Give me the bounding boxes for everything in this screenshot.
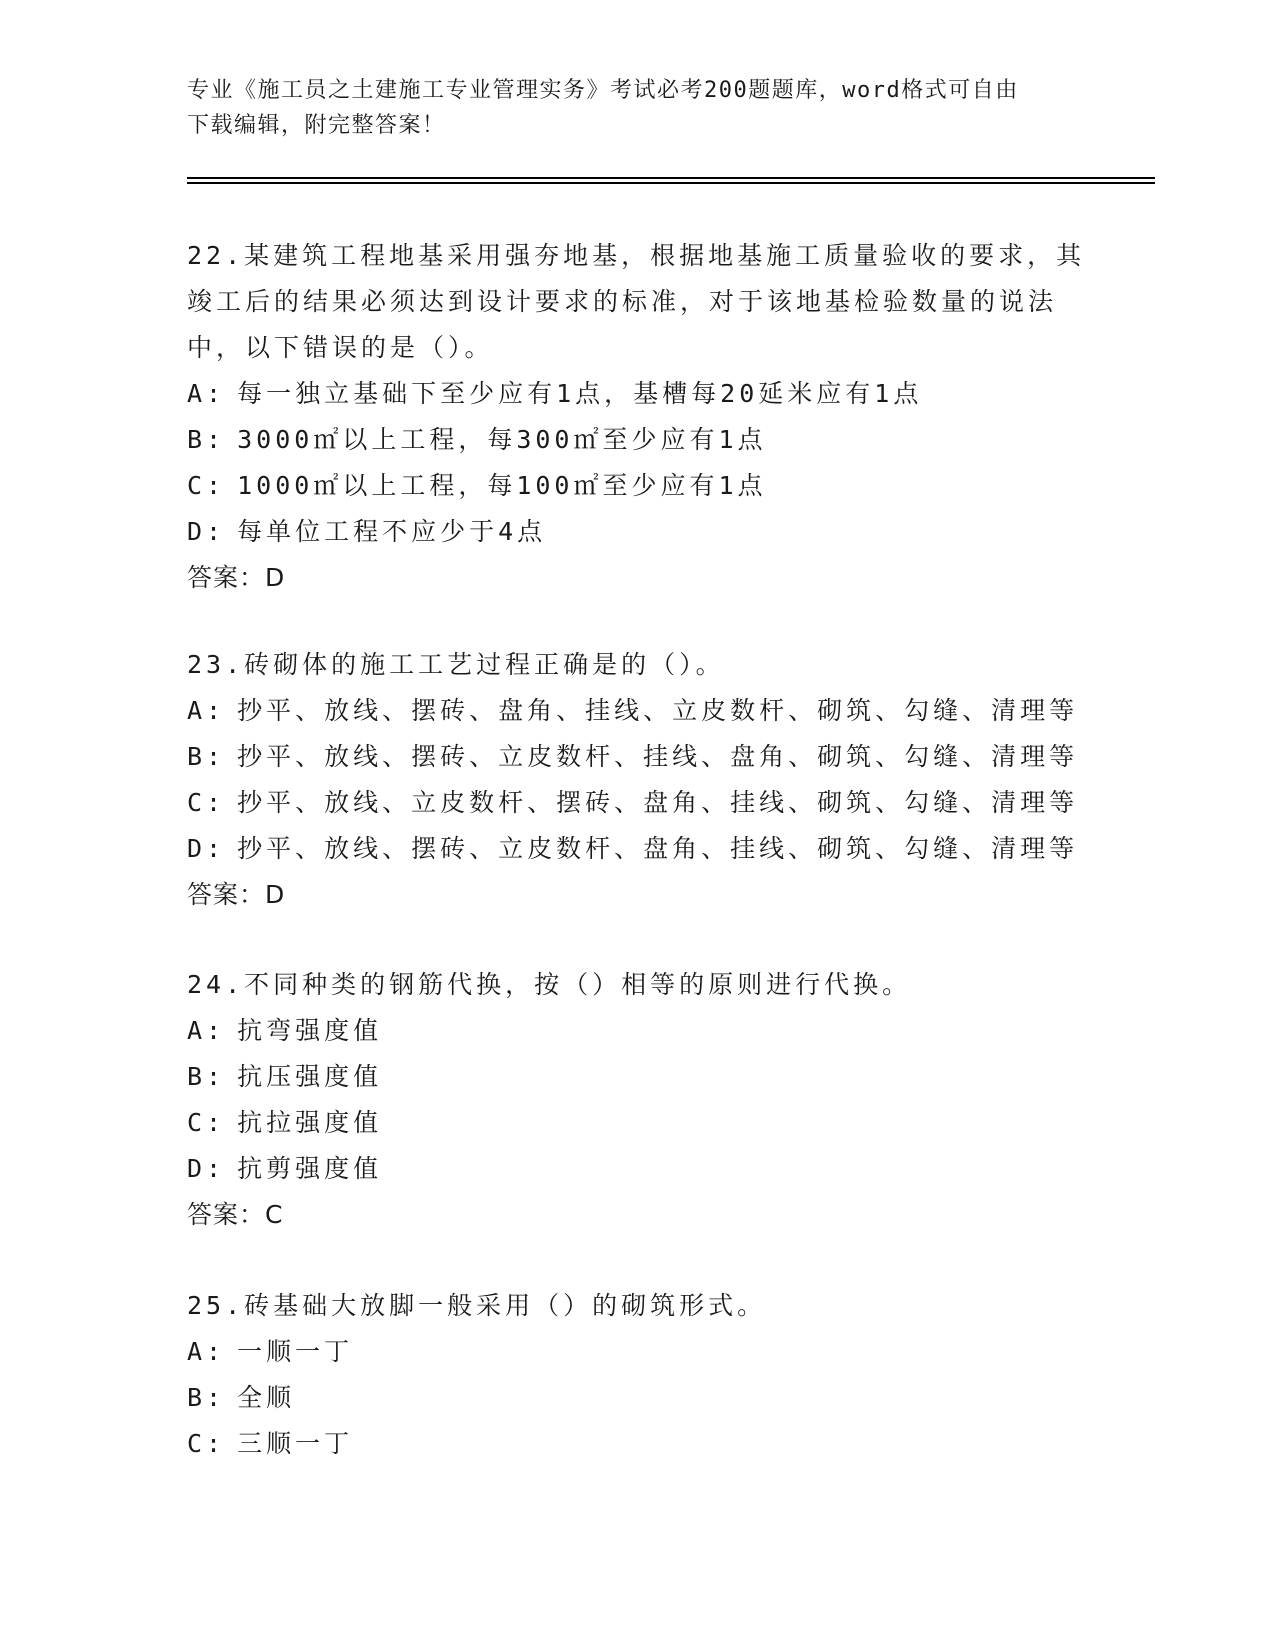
option-letter: A: xyxy=(187,1016,226,1045)
question-text-line: 竣工后的结果必须达到设计要求的标准，对于该地基检验数量的说法 xyxy=(187,287,1058,316)
question-text-line: 24.不同种类的钢筋代换，按（）相等的原则进行代换。 xyxy=(187,970,912,999)
option-b xyxy=(187,1054,1087,1100)
option-letter: B: xyxy=(187,1383,226,1412)
option-b xyxy=(187,417,1087,463)
option-text: 抗压强度值 xyxy=(237,1062,383,1091)
option-c xyxy=(187,1100,1087,1146)
question-text-line: 23.砖砌体的施工工艺过程正确是的（）。 xyxy=(187,650,725,679)
question-23 xyxy=(187,642,1087,918)
option-text: 抗弯强度值 xyxy=(237,1016,383,1045)
option-text: 每单位工程不应少于4点 xyxy=(237,517,547,546)
option-letter: A: xyxy=(187,1337,226,1366)
option-letter: D: xyxy=(187,834,226,863)
question-text-line: 中，以下错误的是（）。 xyxy=(187,333,494,362)
option-d xyxy=(187,509,1087,555)
option-a xyxy=(187,371,1087,417)
header-divider-top xyxy=(187,177,1155,179)
option-letter: B: xyxy=(187,1062,226,1091)
header-line-1: 专业《施工员之土建施工专业管理实务》考试必考200题题库，word格式可自由 xyxy=(187,78,1019,103)
option-text: 3000㎡以上工程，每300㎡至少应有1点 xyxy=(237,425,767,454)
question-25 xyxy=(187,1283,1087,1467)
option-text: 三顺一丁 xyxy=(237,1429,354,1458)
option-letter: D: xyxy=(187,517,226,546)
option-text: 抗拉强度值 xyxy=(237,1108,383,1137)
option-a xyxy=(187,1008,1087,1054)
option-letter: C: xyxy=(187,1108,226,1137)
header-line-2: 下载编辑，附完整答案！ xyxy=(187,113,446,138)
option-letter: C: xyxy=(187,471,226,500)
option-text: 全顺 xyxy=(237,1383,296,1412)
option-c xyxy=(187,780,1087,826)
option-letter: B: xyxy=(187,742,226,771)
option-text: 抗剪强度值 xyxy=(237,1154,383,1183)
option-text: 抄平、放线、立皮数杆、摆砖、盘角、挂线、砌筑、勾缝、清理等 xyxy=(237,788,1079,817)
answer-line: 答案：D xyxy=(187,880,286,909)
option-letter: B: xyxy=(187,425,226,454)
question-22 xyxy=(187,233,1087,601)
option-c xyxy=(187,1421,1087,1467)
option-a xyxy=(187,688,1087,734)
option-d xyxy=(187,826,1087,872)
question-text-line: 25.砖基础大放脚一般采用（）的砌筑形式。 xyxy=(187,1291,767,1320)
option-text: 一顺一丁 xyxy=(237,1337,354,1366)
option-letter: C: xyxy=(187,1429,226,1458)
option-b xyxy=(187,1375,1087,1421)
option-text: 抄平、放线、摆砖、立皮数杆、盘角、挂线、砌筑、勾缝、清理等 xyxy=(237,834,1079,863)
header-divider-bottom xyxy=(187,182,1155,184)
question-text-line: 22.某建筑工程地基采用强夯地基，根据地基施工质量验收的要求，其 xyxy=(187,241,1086,270)
option-letter: A: xyxy=(187,379,226,408)
option-c xyxy=(187,463,1087,509)
option-text: 每一独立基础下至少应有1点，基槽每20延米应有1点 xyxy=(237,379,923,408)
option-text: 抄平、放线、摆砖、盘角、挂线、立皮数杆、砌筑、勾缝、清理等 xyxy=(237,696,1079,725)
option-letter: A: xyxy=(187,696,226,725)
answer-line: 答案：C xyxy=(187,1200,284,1229)
document-header xyxy=(187,73,1077,143)
option-a xyxy=(187,1329,1087,1375)
option-text: 抄平、放线、摆砖、立皮数杆、挂线、盘角、砌筑、勾缝、清理等 xyxy=(237,742,1079,771)
answer-line: 答案：D xyxy=(187,563,286,592)
question-24 xyxy=(187,962,1087,1238)
option-letter: D: xyxy=(187,1154,226,1183)
option-text: 1000㎡以上工程，每100㎡至少应有1点 xyxy=(237,471,767,500)
option-letter: C: xyxy=(187,788,226,817)
option-b xyxy=(187,734,1087,780)
option-d xyxy=(187,1146,1087,1192)
